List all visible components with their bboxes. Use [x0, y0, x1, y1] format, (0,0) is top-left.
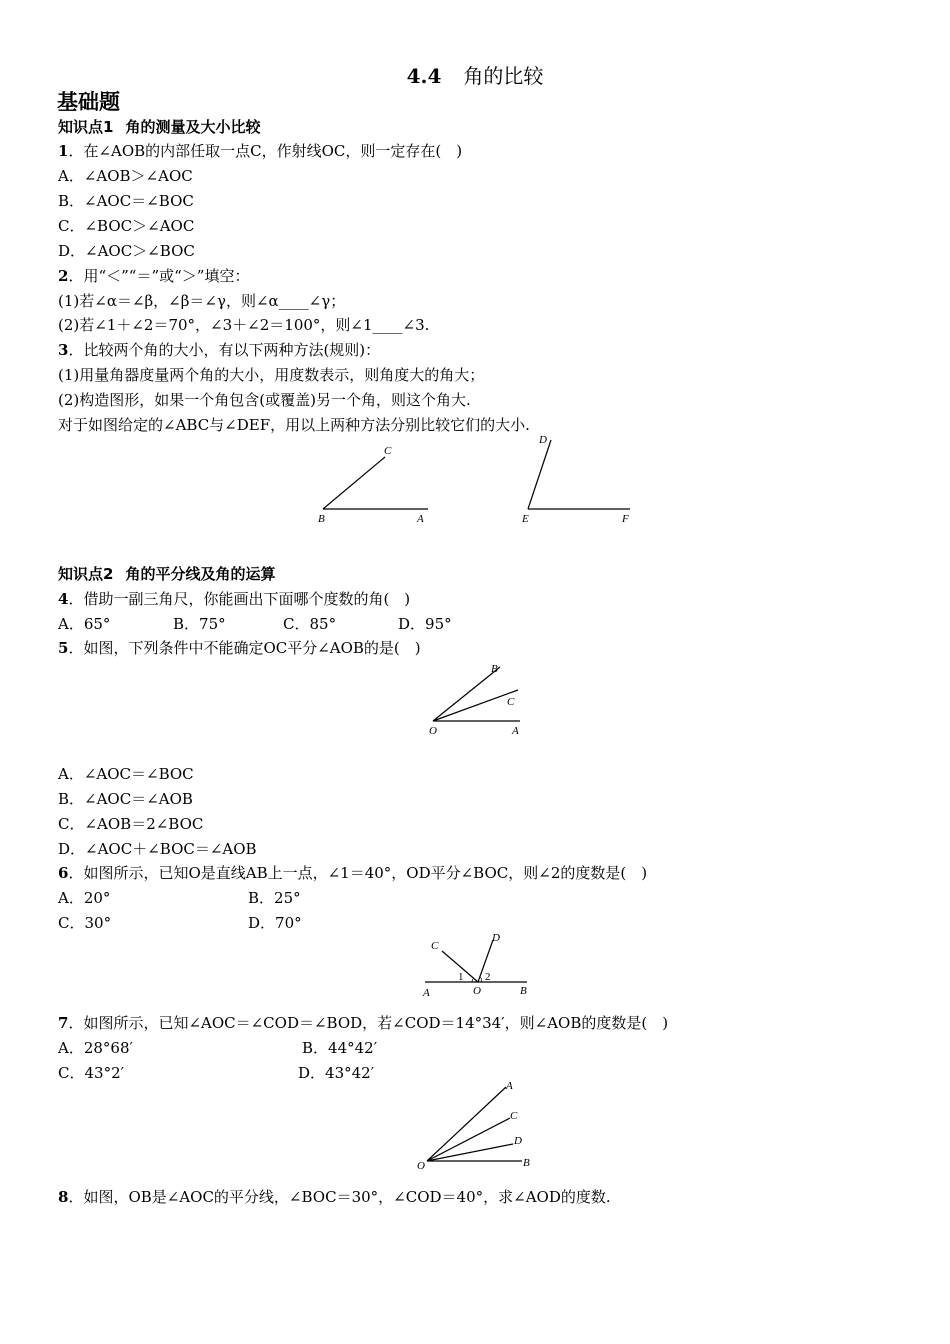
question-7-option-c: C．43°2′	[58, 1064, 125, 1082]
label-e: E	[522, 513, 529, 525]
question-7-option-d: D．43°42′	[298, 1064, 375, 1082]
page-title	[0, 60, 950, 89]
ray-oc	[427, 1118, 510, 1161]
question-6-option-a: A．20°	[58, 889, 111, 907]
label-f: F	[622, 513, 629, 525]
ray-ob	[433, 667, 500, 721]
label-a: A	[417, 513, 424, 525]
section-title: 角的比较	[463, 64, 544, 88]
question-4-option-d: D．95°	[398, 615, 452, 633]
question-7-stem: 7．如图所示，已知∠AOC＝∠COD＝∠BOD，若∠COD＝14°34′，则∠AOB的度数是( )	[58, 1014, 669, 1032]
arc-angle-2	[480, 977, 481, 982]
ray-od	[427, 1144, 513, 1161]
label-a: A	[423, 987, 430, 999]
question-2-line-1: (1)若∠α＝∠β，∠β＝∠γ，则∠α____∠γ；	[58, 292, 346, 310]
label-a: A	[512, 725, 519, 737]
question-7-option-b: B．44°42′	[302, 1039, 378, 1057]
label-b: B	[523, 1157, 530, 1169]
knowledge-point-1: 知识点1 角的测量及大小比较	[58, 118, 261, 136]
question-3-line-1: (1)用量角器度量两个角的大小，用度数表示，则角度大的角大；	[58, 366, 485, 384]
label-o: O	[429, 725, 437, 737]
question-4-stem: 4．借助一副三角尺，你能画出下面哪个度数的角( )	[58, 590, 411, 608]
label-d: D	[539, 434, 547, 446]
label-b: B	[520, 985, 527, 997]
label-d: D	[492, 932, 500, 944]
label-b: B	[491, 663, 498, 675]
question-6-stem: 6．如图所示，已知O是直线AB上一点，∠1＝40°，OD平分∠BOC，则∠2的度数是( )	[58, 864, 648, 882]
question-2-stem: 2．用“＜”“＝”或“＞”填空：	[58, 267, 250, 285]
label-c: C	[510, 1110, 518, 1122]
ray-bc	[323, 457, 385, 509]
label-c: C	[431, 940, 439, 952]
figure-line-ab	[415, 928, 545, 1003]
label-a: A	[506, 1080, 513, 1092]
label-angle-1: 1	[458, 971, 464, 983]
label-o: O	[417, 1160, 425, 1172]
question-6-option-c: C．30°	[58, 914, 112, 932]
question-4-option-a: A．65°	[58, 615, 111, 633]
question-6-option-b: B．25°	[248, 889, 301, 907]
ray-ed	[528, 440, 551, 509]
label-c: C	[507, 696, 515, 708]
question-1-option-d: D．∠AOC＞∠BOC	[58, 242, 195, 260]
figure-angles-abc-def	[300, 430, 650, 530]
question-2-line-2: (2)若∠1＋∠2＝70°，∠3＋∠2＝100°，则∠1____∠3.	[58, 316, 430, 334]
label-o: O	[473, 985, 481, 997]
question-4-option-b: B．75°	[173, 615, 226, 633]
question-5-option-a: A．∠AOC＝∠BOC	[58, 765, 194, 783]
label-d: D	[514, 1135, 522, 1147]
figure-four-rays	[410, 1075, 545, 1175]
question-8-stem: 8．如图，OB是∠AOC的平分线，∠BOC＝30°，∠COD＝40°，求∠AOD的度数.	[58, 1188, 611, 1206]
section-number: 4.4	[406, 64, 442, 88]
label-b: B	[318, 513, 325, 525]
question-5-option-b: B．∠AOC＝∠AOB	[58, 790, 193, 808]
section-heading: 基础题	[57, 90, 120, 114]
question-1-option-b: B．∠AOC＝∠BOC	[58, 192, 194, 210]
question-3-stem: 3．比较两个角的大小，有以下两种方法(规则)：	[58, 341, 381, 359]
figure-oc-bisector	[420, 655, 540, 745]
question-5-option-d: D．∠AOC＋∠BOC＝∠AOB	[58, 840, 257, 858]
question-7-option-a: A．28°68′	[58, 1039, 133, 1057]
question-3-line-3: 对于如图给定的∠ABC与∠DEF，用以上两种方法分别比较它们的大小.	[58, 416, 530, 434]
question-1-stem: 1．在∠AOB的内部任取一点C，作射线OC，则一定存在( )	[58, 142, 463, 160]
question-3-line-2: (2)构造图形，如果一个角包含(或覆盖)另一个角，则这个角大.	[58, 391, 471, 409]
question-4-option-c: C．85°	[283, 615, 337, 633]
question-5-option-c: C．∠AOB＝2∠BOC	[58, 815, 204, 833]
label-angle-2: 2	[485, 971, 491, 983]
label-c: C	[384, 445, 392, 457]
ray-oa	[427, 1087, 506, 1161]
knowledge-point-2: 知识点2 角的平分线及角的运算	[58, 565, 276, 583]
ray-oc	[433, 690, 518, 721]
question-6-option-d: D．70°	[248, 914, 302, 932]
question-5-stem: 5．如图，下列条件中不能确定OC平分∠AOB的是( )	[58, 639, 421, 657]
question-1-option-a: A．∠AOB＞∠AOC	[58, 167, 193, 185]
question-1-option-c: C．∠BOC＞∠AOC	[58, 217, 195, 235]
